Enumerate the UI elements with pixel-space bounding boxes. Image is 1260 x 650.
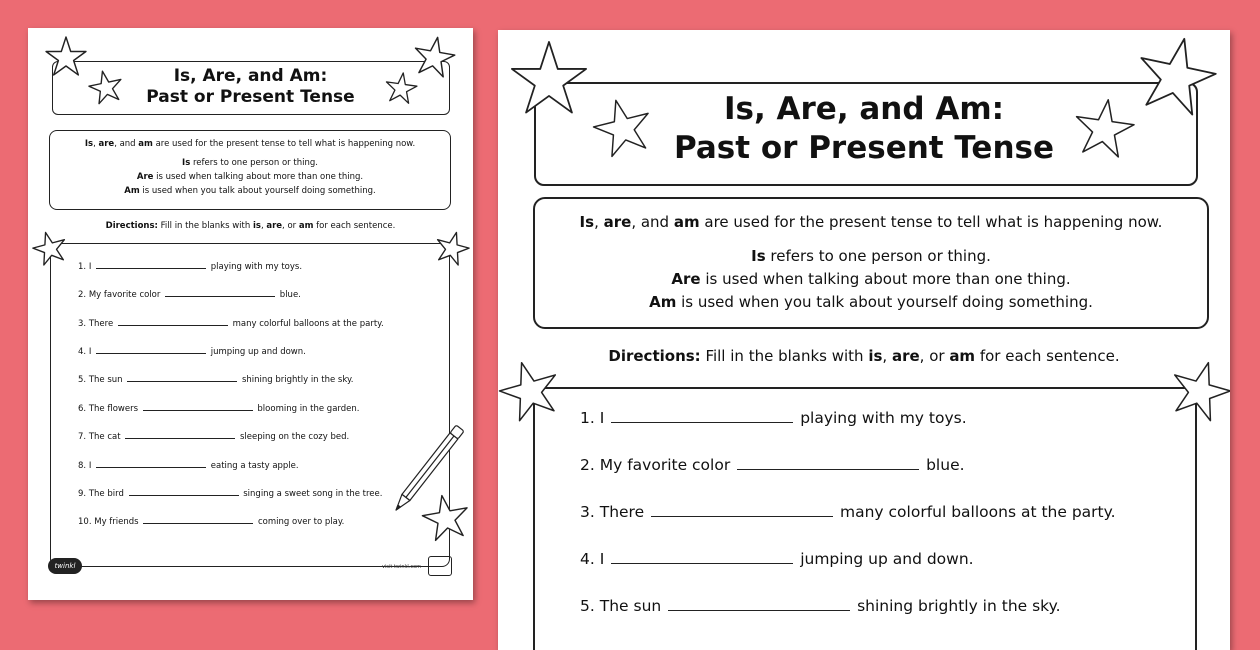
- star-icon: [592, 98, 654, 160]
- info-am: Am is used when you talk about yourself doing something.: [124, 186, 376, 196]
- answer-blank[interactable]: [96, 345, 206, 354]
- info-intro: Is, are, and am are used for the present tense to tell what is happening now.: [579, 213, 1163, 231]
- star-icon: [1134, 36, 1218, 120]
- worksheet-title: Is, Are, and Am: Past or Present Tense: [146, 66, 355, 108]
- answer-blank[interactable]: [651, 502, 833, 517]
- sentence-item: 10. My friends coming over to play.: [78, 517, 345, 527]
- answer-blank[interactable]: [143, 402, 253, 411]
- sentence-item: 5. The sun shining brightly in the sky.: [580, 597, 1061, 615]
- answer-blank[interactable]: [143, 515, 253, 524]
- info-is: Is refers to one person or thing.: [182, 158, 318, 168]
- answer-blank[interactable]: [96, 459, 206, 468]
- sentence-item: 6. The flowers blooming in the garden.: [78, 404, 360, 414]
- star-icon: [1168, 360, 1230, 424]
- twinkl-logo: twinkl: [48, 558, 82, 574]
- answer-blank[interactable]: [125, 430, 235, 439]
- sentence-item: 3. There many colorful balloons at the party.: [580, 503, 1116, 521]
- star-icon: [88, 70, 124, 106]
- answer-blank[interactable]: [96, 260, 206, 269]
- sentence-item: 2. My favorite color blue.: [580, 456, 965, 474]
- star-icon: [412, 36, 456, 80]
- info-am: Am is used when you talk about yourself doing something.: [649, 293, 1093, 311]
- answer-blank[interactable]: [127, 373, 237, 382]
- sentence-item: 4. I jumping up and down.: [580, 550, 974, 568]
- info-are: Are is used when talking about more than one thing.: [136, 172, 364, 182]
- star-icon: [384, 72, 418, 106]
- answer-blank[interactable]: [611, 408, 793, 423]
- sentence-item: 4. I jumping up and down.: [78, 347, 306, 357]
- sentence-item: 7. The cat sleeping on the cozy bed.: [78, 432, 350, 442]
- info-are: Are is used when talking about more than one thing.: [671, 270, 1071, 288]
- directions: Directions: Fill in the blanks with is, are, or am for each sentence.: [608, 347, 1120, 365]
- sentence-item: 8. I eating a tasty apple.: [78, 461, 299, 471]
- star-icon: [508, 40, 590, 122]
- worksheet-title: Is, Are, and Am: Past or Present Tense: [673, 91, 1055, 166]
- worksheet-zoomed: [498, 30, 1230, 650]
- answer-blank[interactable]: [165, 288, 275, 297]
- info-box: [533, 197, 1209, 329]
- pencil-icon: [378, 416, 473, 531]
- sentence-item: 1. I playing with my toys.: [580, 409, 967, 427]
- info-intro: Is, are, and am are used for the present tense to tell what is happening now.: [84, 139, 416, 149]
- answer-blank[interactable]: [668, 596, 850, 611]
- answer-blank[interactable]: [611, 549, 793, 564]
- sentence-item: 1. I playing with my toys.: [78, 262, 303, 272]
- star-icon: [1072, 98, 1136, 162]
- answer-blank[interactable]: [737, 455, 919, 470]
- sentence-item: 3. There many colorful balloons at the party.: [78, 319, 384, 329]
- info-box: [49, 130, 451, 210]
- answer-blank[interactable]: [118, 317, 228, 326]
- star-icon: [498, 360, 562, 424]
- sentence-item: 5. The sun shining brightly in the sky.: [78, 375, 354, 385]
- star-icon: [32, 231, 68, 267]
- answer-blank[interactable]: [129, 487, 239, 496]
- worksheet-thumbnail: [28, 28, 473, 600]
- star-icon: [434, 231, 470, 267]
- footer-url: visit twinkl.com: [382, 564, 422, 570]
- badge-icon: [428, 556, 452, 576]
- sentence-item: 2. My favorite color blue.: [78, 290, 301, 300]
- star-icon: [44, 36, 88, 80]
- sentence-item: 9. The bird singing a sweet song in the tree.: [78, 489, 383, 499]
- directions: Directions: Fill in the blanks with is, are, or am for each sentence.: [105, 221, 396, 231]
- info-is: Is refers to one person or thing.: [751, 247, 991, 265]
